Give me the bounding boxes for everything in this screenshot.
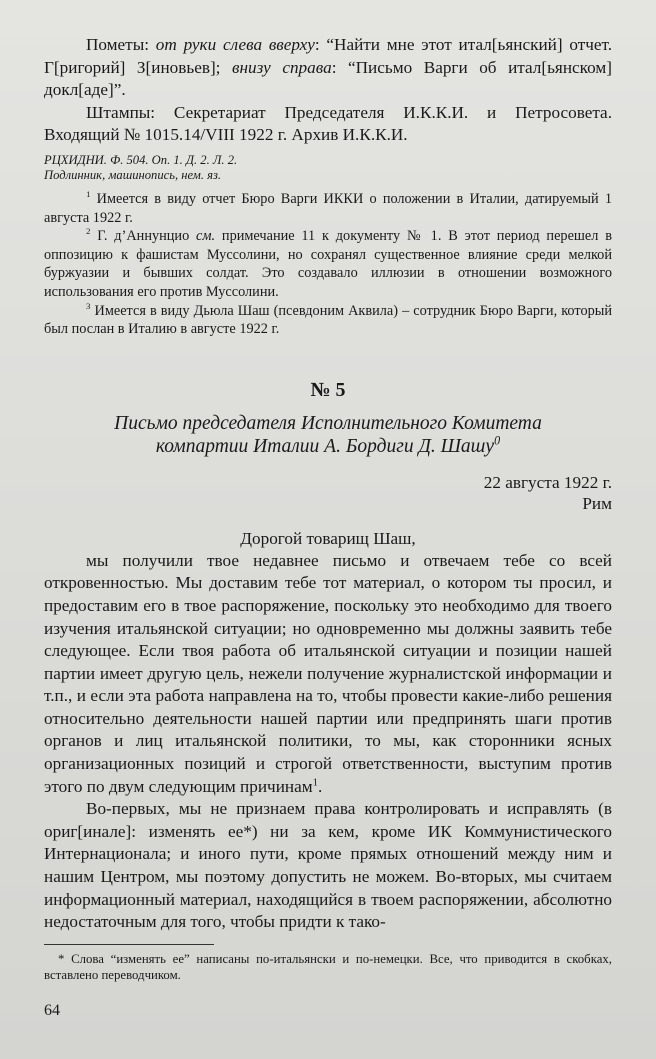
footnote-rule (44, 944, 214, 945)
note-1 (44, 190, 612, 227)
footnote: * Слова “изменять ее” написаны по-итальянски и по-немецки. Все, что приводится в скобках, вставлено переводчиком. (44, 951, 612, 983)
note-1-text: Имеется в виду отчет Бюро Варги ИККИ о положении в Италии, датируемый 1 августа 1922 г. (44, 190, 612, 226)
note-2-text-before: Г. д’Аннунцио (90, 228, 197, 245)
marks-paragraph (44, 34, 612, 102)
original-note: Подлинник, машинопись, нем. яз. (44, 168, 222, 183)
note-3-text: Имеется в виду Дьюла Шаш (псевдоним Аквила) – сотрудник Бюро Варги, который был послан в Италию в августе 1922 г. (44, 302, 612, 338)
letter-paragraph-1-end: . (317, 776, 323, 796)
document-number: № 5 (310, 378, 346, 401)
marks-bottom-right-label: внизу справа (232, 57, 332, 77)
letter-paragraph-1-text: мы получили твое недавнее письмо и отвечаем тебе со всей откровенностью. Мы доставим тебе тот материал, о котором ты просил, и предоставим его в твое распоряжение, поскольку это необходимо для твоего изучения итальянской ситуации; но одновременно мы должны заявить тебе следующее. Если твоя работа об итальянской ситуации и позиции нашей партии имеет другую цель, нежели получение журналистской информации и т.п., и если эта работа направлена на то, чтобы провести какие-либо решения относительно деятельности нашей партии или предпринять шаги против органов и лиц итальянской политики, то мы, как сторонники ясных организационных позиций и строгой ответственности, выступим против этого по двум следующим причинам (44, 550, 612, 796)
stamps-paragraph: Штампы: Секретариат Председателя И.К.К.И. и Петросовета. Входящий № 1015.14/VIII 1922 г. Архив И.К.К.И. (44, 102, 612, 145)
document-place: Рим (582, 493, 612, 513)
note-1-number: 1 (86, 189, 91, 200)
note-3 (44, 302, 612, 339)
archive-reference: РЦХИДНИ. Ф. 504. Оп. 1. Д. 2. Л. 2. (44, 152, 238, 167)
note-2 (44, 227, 612, 301)
document-title-line-2 (44, 435, 612, 458)
note-2-number: 2 (86, 226, 91, 237)
note-3-number: 3 (86, 300, 91, 311)
document-title-text: компартии Италии А. Бордиги Д. Шашу (155, 435, 495, 457)
letter-paragraph-1-ref: 1 (312, 776, 318, 788)
letter-paragraph-1 (44, 550, 612, 799)
document-title-line-1: Письмо председателя Исполнительного Комитета (114, 412, 542, 434)
letter-paragraph-2: Во-первых, мы не признаем права контролировать и исправлять (в ориг[инале]: изменять ее*) ни за кем, кроме ИК Коммунистического Интернационала; и иного пути, кроме прямых отношений между ним и нашим Центром, мы поэтому допустить не можем. Во-вторых, мы считаем информационный материал, находящийся в твоем распоряжении, абсолютно недостаточным для того, чтобы придти к тако- (44, 799, 612, 932)
marks-left-top-text: : “Найти мне этот итал[ьянский] отчет. Г[ригорий] З[иновьев]; (44, 35, 612, 77)
marks-label: Пометы: (86, 35, 150, 54)
salutation: Дорогой товарищ Шаш, (240, 528, 416, 548)
document-date: 22 августа 1922 г. (483, 472, 612, 492)
page-number: 64 (44, 1001, 60, 1019)
document-title-mark: 0 (494, 433, 501, 448)
marks-bottom-right-text: : “Письмо Варги об итал[ьянском] докл[аде]”. (44, 57, 612, 100)
note-2-text-after: примечание 11 к документу № 1. В этот период перешел в оппозицию к фашистам Муссолини, но сохранял существенное влияние среди мелкой буржуазии и бывших солдат. Это создавало иллюзии в отношении возможного использования его против Муссолини. (44, 228, 612, 300)
note-2-emphasis: см. (196, 228, 216, 245)
marks-left-top-label: от руки слева вверху (155, 35, 315, 54)
